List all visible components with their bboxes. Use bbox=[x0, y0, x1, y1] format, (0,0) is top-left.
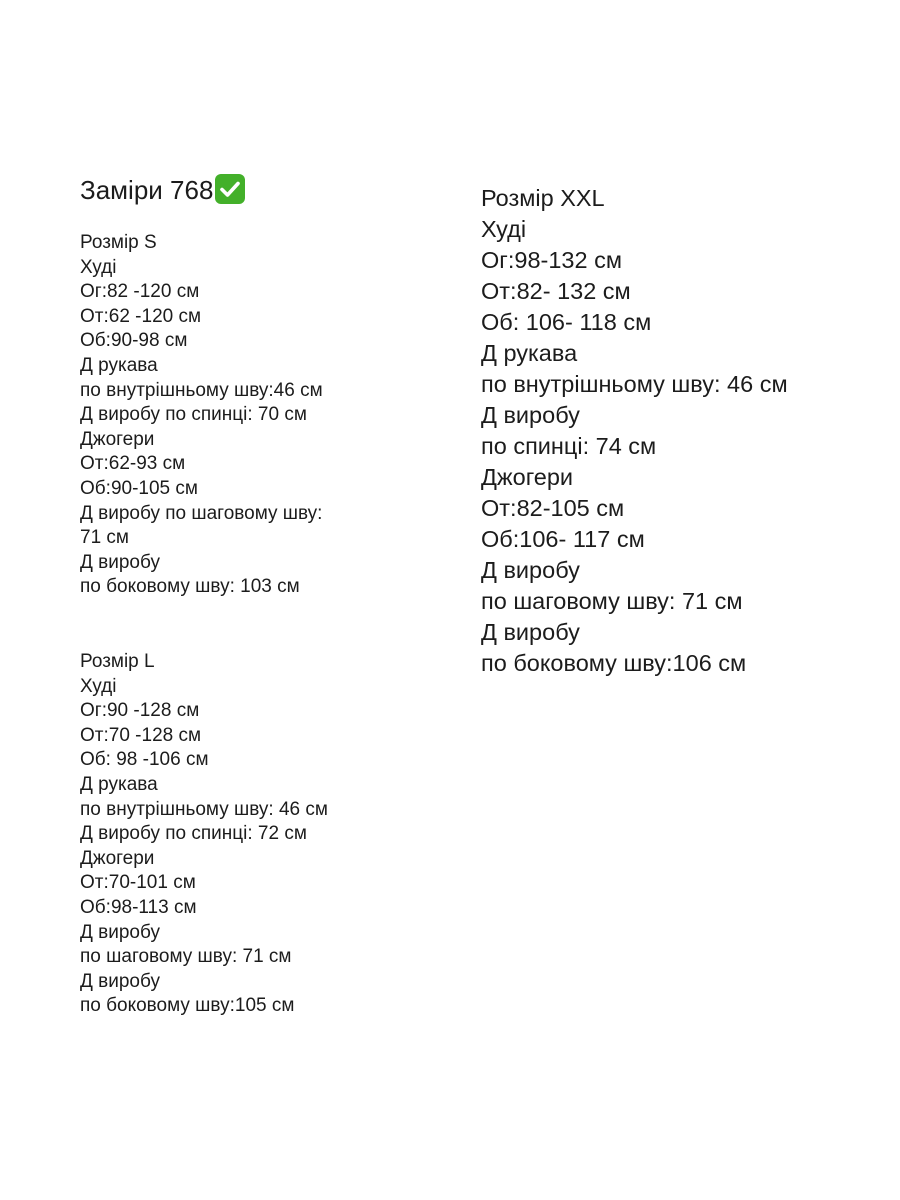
measurement-line: по спинці: 74 см bbox=[481, 433, 657, 459]
check-mark-button-icon bbox=[215, 174, 245, 204]
measurement-line: по шаговому шву: 71 см bbox=[481, 588, 743, 614]
measurement-line: Джогери bbox=[80, 428, 155, 450]
measurement-line: Джогери bbox=[80, 847, 155, 869]
measurement-line: От:62-93 см bbox=[80, 453, 186, 475]
measurement-line: Д виробу по шаговому шву: bbox=[80, 502, 323, 524]
measurement-line: по внутрішньому шву: 46 см bbox=[481, 371, 788, 397]
measurement-line: От:82- 132 см bbox=[481, 278, 631, 304]
measurement-line: Д виробу по спинці: 70 см bbox=[80, 404, 307, 426]
size-s-measurements bbox=[80, 231, 323, 600]
measurement-line: по боковому шву: 103 см bbox=[80, 576, 300, 598]
measurement-line: 71 см bbox=[80, 527, 129, 549]
page-title bbox=[80, 173, 245, 207]
measurement-line: Д рукава bbox=[481, 340, 578, 366]
measurement-line: по внутрішньому шву: 46 см bbox=[80, 798, 328, 820]
measurement-line: Ог:98-132 см bbox=[481, 247, 622, 273]
measurement-line: Д виробу bbox=[481, 619, 580, 645]
measurement-line: Д виробу по спинці: 72 см bbox=[80, 823, 307, 845]
measurement-line: Д рукава bbox=[80, 354, 158, 376]
measurement-line: Д виробу bbox=[80, 551, 160, 573]
measurement-line: Д виробу bbox=[481, 402, 580, 428]
measurement-line: Худі bbox=[80, 256, 117, 278]
measurement-line: Худі bbox=[80, 675, 117, 697]
page-title-text: Заміри 768 bbox=[80, 175, 214, 205]
measurement-line: От:82-105 см bbox=[481, 495, 625, 521]
measurement-line: От:70 -128 см bbox=[80, 724, 202, 746]
size-heading: Розмір XXL bbox=[481, 185, 605, 211]
measurement-line: Об:90-98 см bbox=[80, 330, 188, 352]
measurement-line: по шаговому шву: 71 см bbox=[80, 946, 292, 968]
measurement-line: по боковому шву:105 см bbox=[80, 995, 295, 1017]
measurement-line: От:70-101 см bbox=[80, 872, 196, 894]
measurement-line: Ог:90 -128 см bbox=[80, 700, 200, 722]
measurement-line: Д виробу bbox=[80, 921, 160, 943]
size-l-measurements bbox=[80, 650, 328, 1019]
measurement-line: Ог:82 -120 см bbox=[80, 281, 200, 303]
measurement-line: по внутрішньому шву:46 см bbox=[80, 379, 323, 401]
measurement-line: Об: 98 -106 см bbox=[80, 749, 209, 771]
measurement-line: Об:106- 117 см bbox=[481, 526, 645, 552]
measurement-line: Д виробу bbox=[80, 970, 160, 992]
size-heading: Розмір S bbox=[80, 232, 157, 253]
measurement-line: по боковому шву:106 см bbox=[481, 650, 747, 676]
measurement-line: Об: 106- 118 см bbox=[481, 309, 652, 335]
measurement-line: Об:90-105 см bbox=[80, 477, 198, 499]
measurement-line: Худі bbox=[481, 216, 527, 242]
measurement-line: Джогери bbox=[481, 464, 574, 490]
measurement-line: Д рукава bbox=[80, 773, 158, 795]
size-heading: Розмір L bbox=[80, 651, 155, 672]
size-xxl-measurements bbox=[481, 183, 788, 679]
measurement-line: Д виробу bbox=[481, 557, 580, 583]
measurement-line: От:62 -120 см bbox=[80, 305, 202, 327]
measurement-line: Об:98-113 см bbox=[80, 896, 197, 918]
